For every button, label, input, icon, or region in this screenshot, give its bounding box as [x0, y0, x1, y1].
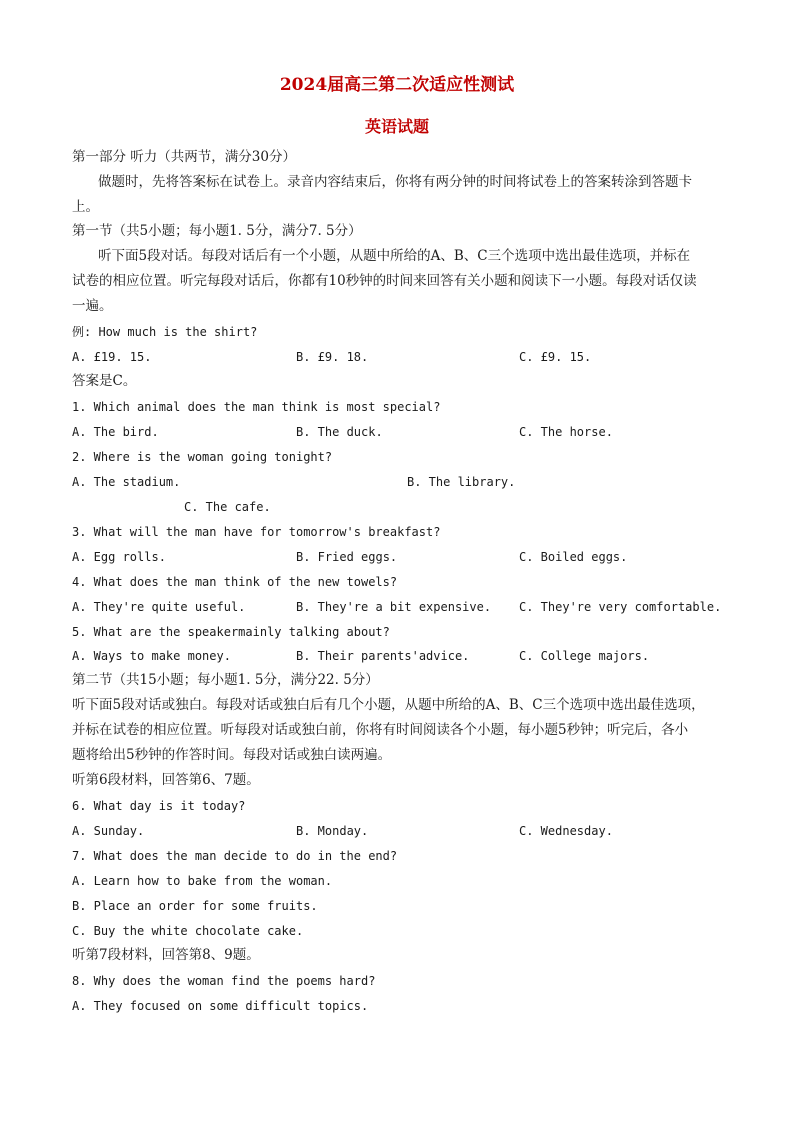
q8-question: 8. Why does the woman find the poems hard? — [72, 974, 376, 988]
q5-question: 5. What are the speakermainly talking about? — [72, 625, 390, 639]
q7-question: 7. What does the man decide to do in the end? — [72, 849, 398, 863]
q4-option-b: B. They're a bit expensive. — [296, 600, 492, 614]
exam-title: 2024届高三第二次适应性测试 — [279, 75, 515, 95]
example-answer: 答案是C。 — [72, 373, 137, 389]
material7-label: 听第7段材料，回答第8、9题。 — [72, 947, 260, 963]
section2-heading: 第二节（共15小题；每小题1. 5分，满分22. 5分） — [72, 672, 379, 688]
q1-option-b: B. The duck. — [296, 425, 383, 439]
q1-option-a: A. The bird. — [72, 425, 159, 439]
q4-option-a: A. They're quite useful. — [72, 600, 246, 614]
q5-option-a: A. Ways to make money. — [72, 649, 231, 663]
q4-question: 4. What does the man think of the new towels? — [72, 575, 398, 589]
section1-heading: 第一节（共5小题；每小题1. 5分，满分7. 5分） — [72, 223, 362, 239]
section2-instruction-line1: 听下面5段对话或独白。每段对话或独白后有几个小题，从题中所给的A、B、C三个选项中选出最佳选项， — [72, 697, 705, 713]
q6-option-b: B. Monday. — [296, 824, 369, 838]
q2-question: 2. Where is the woman going tonight? — [72, 450, 333, 464]
q6-option-c: C. Wednesday. — [519, 824, 613, 838]
part1-instruction-line2: 上。 — [72, 199, 99, 215]
example-option-a: A. £19. 15. — [72, 350, 152, 364]
q5-option-b: B. Their parents'advice. — [296, 649, 470, 663]
part1-instruction-line1: 做题时，先将答案标在试卷上。录音内容结束后，你将有两分钟的时间将试卷上的答案转涂到答题卡 — [98, 174, 692, 190]
q2-option-c: C. The cafe. — [184, 500, 271, 514]
section1-instruction-line3: 一遍。 — [72, 298, 113, 314]
q6-option-a: A. Sunday. — [72, 824, 145, 838]
section1-instruction-line2: 试卷的相应位置。听完每段对话后，你都有10秒钟的时间来回答有关小题和阅读下一小题。每段对话仅读 — [72, 273, 697, 289]
q3-option-c: C. Boiled eggs. — [519, 550, 628, 564]
q3-question: 3. What will the man have for tomorrow's breakfast? — [72, 525, 441, 539]
q7-option-c: C. Buy the white chocolate cake. — [72, 924, 304, 938]
exam-subtitle: 英语试题 — [364, 117, 429, 136]
q3-option-b: B. Fried eggs. — [296, 550, 398, 564]
q1-question: 1. Which animal does the man think is most special? — [72, 400, 441, 414]
section2-instruction-line3: 题将给出5秒钟的作答时间。每段对话或独白读两遍。 — [72, 747, 392, 763]
example-option-c: C. £9. 15. — [519, 350, 592, 364]
section2-instruction-line2: 并标在试卷的相应位置。听每段对话或独白前，你将有时间阅读各个小题，每小题5秒钟；听完后，各小 — [72, 722, 689, 738]
material6-label: 听第6段材料，回答第6、7题。 — [72, 772, 260, 788]
part1-heading: 第一部分 听力（共两节，满分30分） — [72, 149, 296, 165]
q2-option-b: B. The library. — [407, 475, 516, 489]
q6-question: 6. What day is it today? — [72, 799, 246, 813]
q7-option-a: A. Learn how to bake from the woman. — [72, 874, 333, 888]
q5-option-c: C. College majors. — [519, 649, 650, 663]
q3-option-a: A. Egg rolls. — [72, 550, 166, 564]
q7-option-b: B. Place an order for some fruits. — [72, 899, 318, 913]
example-question: 例: How much is the shirt? — [72, 325, 258, 339]
q1-option-c: C. The horse. — [519, 425, 613, 439]
q2-option-a: A. The stadium. — [72, 475, 181, 489]
section1-instruction-line1: 听下面5段对话。每段对话后有一个小题，从题中所给的A、B、C三个选项中选出最佳选项，并标在 — [98, 248, 691, 264]
example-option-b: B. £9. 18. — [296, 350, 369, 364]
q8-option-a: A. They focused on some difficult topics. — [72, 999, 369, 1013]
q4-option-c: C. They're very comfortable. — [519, 600, 722, 614]
